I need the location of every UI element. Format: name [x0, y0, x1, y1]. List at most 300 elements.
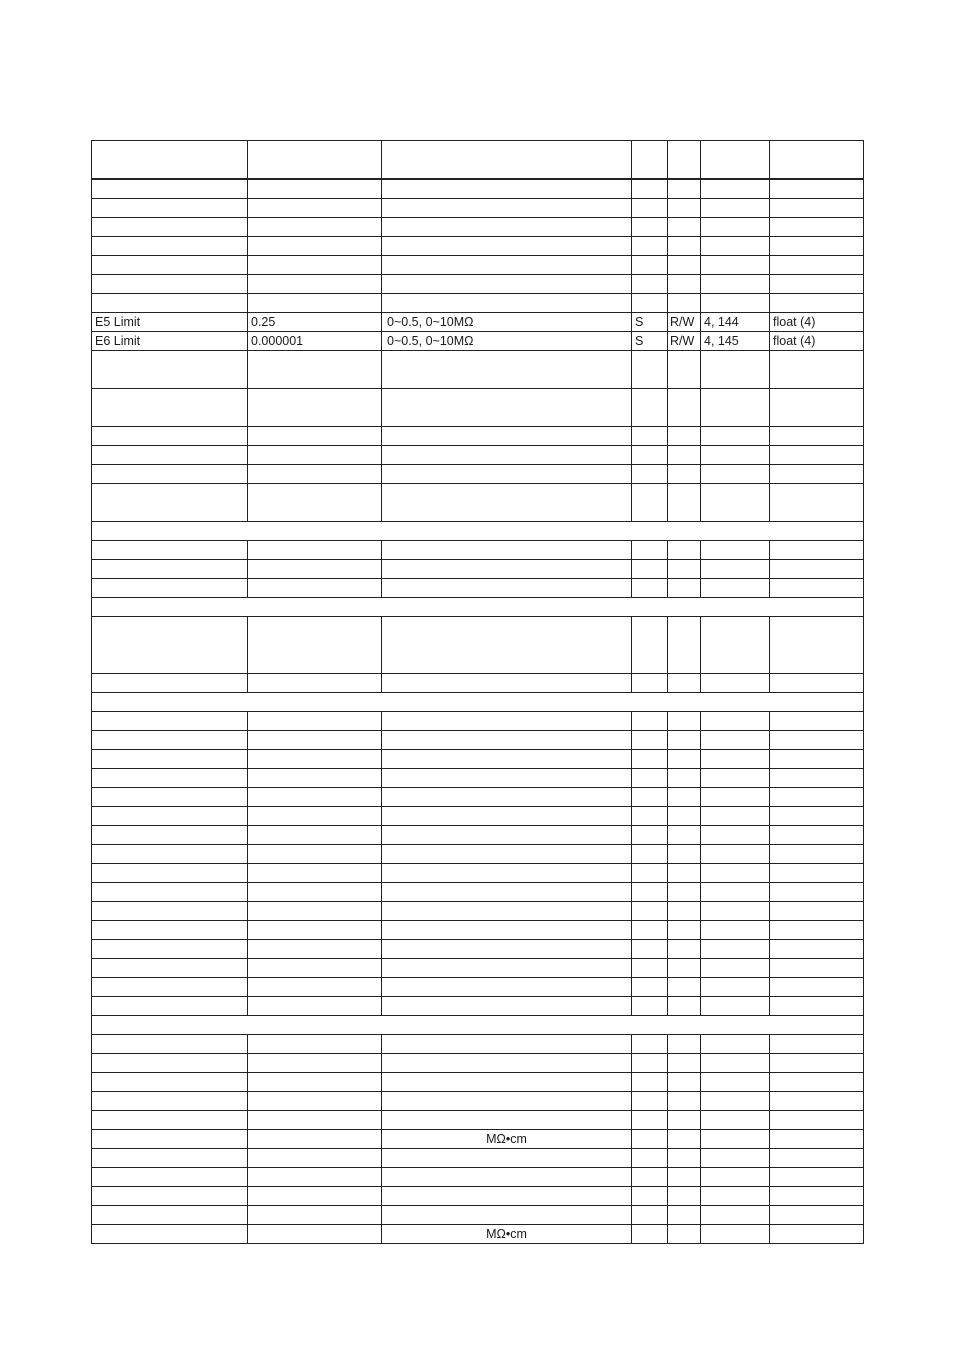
- table-cell: [632, 883, 668, 902]
- table-cell: [701, 294, 770, 313]
- table-cell: [632, 541, 668, 560]
- table-cell: [248, 997, 382, 1016]
- param-access: R/W: [668, 332, 701, 351]
- table-cell: [92, 465, 248, 484]
- table-cell: [92, 1130, 248, 1149]
- table-cell: [770, 484, 864, 522]
- table-cell: [770, 1092, 864, 1111]
- table-cell: [668, 1035, 701, 1054]
- table-cell: [632, 446, 668, 465]
- table-cell: [668, 864, 701, 883]
- table-cell: [92, 199, 248, 218]
- table-cell: [701, 1054, 770, 1073]
- table-row: [92, 351, 864, 389]
- header-cell: [382, 141, 632, 180]
- header-cell: [770, 141, 864, 180]
- table-cell: [770, 959, 864, 978]
- table-cell: [92, 1035, 248, 1054]
- table-cell: [248, 427, 382, 446]
- table-cell: [701, 199, 770, 218]
- table-cell: [668, 1168, 701, 1187]
- table-cell: [92, 1054, 248, 1073]
- table-cell: [632, 275, 668, 294]
- table-row: [92, 541, 864, 560]
- table-cell: [701, 1206, 770, 1225]
- table-cell: [668, 199, 701, 218]
- table-cell: [701, 1073, 770, 1092]
- table-cell: [92, 826, 248, 845]
- table-cell: [632, 826, 668, 845]
- table-cell: [701, 674, 770, 693]
- table-cell: [770, 864, 864, 883]
- table-cell: [632, 199, 668, 218]
- table-cell: [701, 1149, 770, 1168]
- table-cell: [632, 179, 668, 199]
- table-cell: [248, 256, 382, 275]
- table-cell: [382, 769, 632, 788]
- table-cell: [632, 427, 668, 446]
- table-cell: [92, 389, 248, 427]
- table-cell: [248, 864, 382, 883]
- table-cell: [701, 788, 770, 807]
- table-cell: [632, 1054, 668, 1073]
- table-cell: [668, 978, 701, 997]
- table-cell: [632, 750, 668, 769]
- table-cell: [92, 864, 248, 883]
- table-cell: [632, 1187, 668, 1206]
- table-cell: [701, 997, 770, 1016]
- table-cell: [382, 959, 632, 978]
- table-row: [92, 1168, 864, 1187]
- table-cell: [382, 1168, 632, 1187]
- table-cell: [668, 294, 701, 313]
- table-cell: [632, 1149, 668, 1168]
- table-cell: [92, 179, 248, 199]
- section-row: [92, 598, 864, 617]
- table-cell: [701, 1092, 770, 1111]
- table-cell: [382, 788, 632, 807]
- table-cell: [770, 1130, 864, 1149]
- table-cell: [701, 864, 770, 883]
- table-cell: [92, 693, 864, 712]
- table-cell: [668, 446, 701, 465]
- table-row: [92, 579, 864, 598]
- table-cell: [668, 712, 701, 731]
- table-cell: [382, 1073, 632, 1092]
- table-cell: [770, 978, 864, 997]
- table-cell: [668, 256, 701, 275]
- table-cell: [701, 1130, 770, 1149]
- table-cell: [632, 1111, 668, 1130]
- table-cell: [382, 256, 632, 275]
- table-cell: [668, 351, 701, 389]
- table-cell: [701, 712, 770, 731]
- table-cell: [632, 237, 668, 256]
- table-cell: [92, 351, 248, 389]
- table-cell: [248, 275, 382, 294]
- table-cell: [668, 560, 701, 579]
- table-cell: [92, 978, 248, 997]
- section-row: [92, 1016, 864, 1035]
- header-cell: [92, 141, 248, 180]
- table-cell: [770, 1035, 864, 1054]
- table-cell: [701, 1111, 770, 1130]
- table-cell: [770, 902, 864, 921]
- table-cell: [248, 560, 382, 579]
- table-cell: [248, 351, 382, 389]
- table-cell: [92, 788, 248, 807]
- table-cell: [668, 617, 701, 674]
- table-header-row: [92, 141, 864, 180]
- table-cell: [382, 484, 632, 522]
- unit-label: MΩ•cm: [382, 1130, 632, 1149]
- table-cell: [92, 427, 248, 446]
- table-row: [92, 1130, 864, 1149]
- table-cell: [701, 218, 770, 237]
- table-cell: [92, 1206, 248, 1225]
- table-cell: [701, 275, 770, 294]
- table-cell: [701, 1187, 770, 1206]
- table-cell: [382, 275, 632, 294]
- table-cell: [92, 237, 248, 256]
- table-cell: [770, 389, 864, 427]
- param-format: float (4): [770, 332, 864, 351]
- table-row: [92, 199, 864, 218]
- table-cell: [382, 351, 632, 389]
- table-cell: [701, 731, 770, 750]
- table-cell: [770, 256, 864, 275]
- table-cell: [92, 921, 248, 940]
- table-cell: [770, 769, 864, 788]
- table-cell: [632, 674, 668, 693]
- table-cell: [770, 674, 864, 693]
- table-cell: [770, 1111, 864, 1130]
- table-cell: [92, 560, 248, 579]
- table-cell: [248, 826, 382, 845]
- table-cell: [668, 902, 701, 921]
- section-row: [92, 693, 864, 712]
- table-cell: [668, 826, 701, 845]
- table-cell: [632, 731, 668, 750]
- table-cell: [632, 218, 668, 237]
- table-cell: [248, 1130, 382, 1149]
- table-cell: [248, 940, 382, 959]
- table-cell: [92, 750, 248, 769]
- header-cell: [668, 141, 701, 180]
- table-cell: [92, 959, 248, 978]
- table-cell: [92, 807, 248, 826]
- table-cell: [701, 389, 770, 427]
- table-cell: [770, 788, 864, 807]
- table-row: [92, 617, 864, 674]
- table-cell: [382, 1206, 632, 1225]
- table-cell: [632, 351, 668, 389]
- table-cell: [92, 522, 864, 541]
- table-cell: [382, 427, 632, 446]
- table-cell: [668, 237, 701, 256]
- table-cell: [701, 750, 770, 769]
- table-cell: [248, 1035, 382, 1054]
- table-cell: [382, 807, 632, 826]
- table-cell: [668, 959, 701, 978]
- table-cell: [770, 446, 864, 465]
- table-row: [92, 674, 864, 693]
- table-cell: [92, 1111, 248, 1130]
- table-row: [92, 484, 864, 522]
- table-cell: [248, 1092, 382, 1111]
- table-cell: [770, 199, 864, 218]
- table-cell: [382, 978, 632, 997]
- table-cell: [668, 465, 701, 484]
- table-row: [92, 826, 864, 845]
- table-cell: [632, 1130, 668, 1149]
- table-cell: [668, 389, 701, 427]
- table-cell: [701, 617, 770, 674]
- table-cell: [92, 1225, 248, 1244]
- table-cell: [248, 179, 382, 199]
- table-cell: [92, 484, 248, 522]
- register-table: [91, 140, 864, 1244]
- table-row: [92, 1092, 864, 1111]
- table-cell: [248, 750, 382, 769]
- table-cell: [701, 1168, 770, 1187]
- param-range: 0~0.5, 0~10MΩ: [382, 313, 632, 332]
- table-cell: [668, 1073, 701, 1092]
- table-cell: [632, 1035, 668, 1054]
- table-row: [92, 237, 864, 256]
- table-cell: [770, 997, 864, 1016]
- table-cell: [668, 427, 701, 446]
- table-row: [92, 179, 864, 199]
- table-cell: [668, 1092, 701, 1111]
- table-cell: [770, 807, 864, 826]
- table-cell: [248, 1225, 382, 1244]
- table-cell: [92, 845, 248, 864]
- table-cell: [668, 1206, 701, 1225]
- param-address: 4, 145: [701, 332, 770, 351]
- table-cell: [701, 484, 770, 522]
- table-cell: [668, 484, 701, 522]
- table-cell: [382, 1054, 632, 1073]
- table-cell: [701, 237, 770, 256]
- table-cell: [382, 712, 632, 731]
- table-cell: [632, 902, 668, 921]
- table-row: [92, 294, 864, 313]
- table-cell: [668, 275, 701, 294]
- table-cell: [92, 1016, 864, 1035]
- table-cell: [382, 845, 632, 864]
- table-row: [92, 997, 864, 1016]
- table-cell: [770, 883, 864, 902]
- table-cell: [632, 560, 668, 579]
- table-cell: [92, 712, 248, 731]
- table-cell: [382, 750, 632, 769]
- table-row: [92, 1111, 864, 1130]
- table-cell: [382, 199, 632, 218]
- row-e5-limit: [92, 313, 864, 332]
- table-cell: [248, 883, 382, 902]
- table-cell: [770, 1054, 864, 1073]
- table-cell: [632, 1225, 668, 1244]
- param-default: 0.25: [248, 313, 382, 332]
- param-default: 0.000001: [248, 332, 382, 351]
- table-cell: [248, 731, 382, 750]
- table-cell: [632, 256, 668, 275]
- table-cell: [92, 940, 248, 959]
- table-cell: [668, 541, 701, 560]
- table-cell: [701, 807, 770, 826]
- table-row: [92, 275, 864, 294]
- table-cell: [248, 389, 382, 427]
- table-cell: [632, 807, 668, 826]
- table-cell: [632, 959, 668, 978]
- table-cell: [92, 256, 248, 275]
- table-cell: [770, 826, 864, 845]
- param-name: E5 Limit: [92, 313, 248, 332]
- table-cell: [668, 1149, 701, 1168]
- table-cell: [248, 902, 382, 921]
- table-cell: [701, 921, 770, 940]
- table-row: [92, 427, 864, 446]
- table-cell: [92, 446, 248, 465]
- table-cell: [248, 294, 382, 313]
- table-cell: [701, 427, 770, 446]
- header-cell: [701, 141, 770, 180]
- table-cell: [382, 864, 632, 883]
- table-cell: [382, 1187, 632, 1206]
- param-type: S: [632, 313, 668, 332]
- table-row: [92, 769, 864, 788]
- table-cell: [632, 978, 668, 997]
- section-row: [92, 522, 864, 541]
- table-cell: [382, 446, 632, 465]
- table-cell: [701, 179, 770, 199]
- table-cell: [770, 560, 864, 579]
- table-row: [92, 1187, 864, 1206]
- table-cell: [92, 1073, 248, 1092]
- table-cell: [770, 427, 864, 446]
- table-cell: [770, 179, 864, 199]
- table-cell: [668, 940, 701, 959]
- table-row: [92, 959, 864, 978]
- table-cell: [668, 674, 701, 693]
- table-row: [92, 731, 864, 750]
- table-cell: [770, 617, 864, 674]
- table-cell: [248, 617, 382, 674]
- table-cell: [770, 351, 864, 389]
- table-cell: [632, 1092, 668, 1111]
- table-cell: [770, 1073, 864, 1092]
- table-cell: [92, 218, 248, 237]
- table-cell: [248, 541, 382, 560]
- table-row: [92, 921, 864, 940]
- param-type: S: [632, 332, 668, 351]
- table-cell: [382, 1035, 632, 1054]
- table-cell: [632, 1073, 668, 1092]
- table-cell: [92, 1187, 248, 1206]
- table-cell: [668, 1130, 701, 1149]
- table-cell: [92, 294, 248, 313]
- table-cell: [701, 769, 770, 788]
- table-cell: [248, 978, 382, 997]
- table-cell: [92, 598, 864, 617]
- table-cell: [770, 1187, 864, 1206]
- table-cell: [248, 218, 382, 237]
- table-cell: [632, 579, 668, 598]
- table-cell: [701, 579, 770, 598]
- table-cell: [382, 389, 632, 427]
- table-cell: [248, 1054, 382, 1073]
- table-cell: [668, 750, 701, 769]
- table-row: [92, 560, 864, 579]
- table-row: [92, 1149, 864, 1168]
- table-cell: [382, 218, 632, 237]
- table-row: [92, 978, 864, 997]
- table-cell: [770, 712, 864, 731]
- table-row: [92, 256, 864, 275]
- table-cell: [632, 1168, 668, 1187]
- table-cell: [382, 731, 632, 750]
- table-row: [92, 465, 864, 484]
- table-cell: [248, 1168, 382, 1187]
- table-row: [92, 864, 864, 883]
- table-cell: [770, 921, 864, 940]
- table-cell: [382, 921, 632, 940]
- table-cell: [770, 294, 864, 313]
- table-cell: [92, 997, 248, 1016]
- header-cell: [632, 141, 668, 180]
- table-cell: [248, 959, 382, 978]
- table-cell: [632, 465, 668, 484]
- table-cell: [632, 940, 668, 959]
- table-cell: [770, 465, 864, 484]
- table-cell: [632, 845, 668, 864]
- table-cell: [248, 1111, 382, 1130]
- table-cell: [382, 237, 632, 256]
- table-cell: [632, 788, 668, 807]
- table-cell: [668, 731, 701, 750]
- table-cell: [382, 541, 632, 560]
- table-cell: [770, 1206, 864, 1225]
- table-cell: [701, 446, 770, 465]
- table-cell: [248, 921, 382, 940]
- table-row: [92, 218, 864, 237]
- table-cell: [701, 351, 770, 389]
- table-row: [92, 845, 864, 864]
- table-cell: [668, 921, 701, 940]
- table-row: [92, 1206, 864, 1225]
- table-cell: [668, 807, 701, 826]
- table-cell: [668, 769, 701, 788]
- table-cell: [248, 484, 382, 522]
- table-cell: [632, 294, 668, 313]
- table-cell: [632, 712, 668, 731]
- table-cell: [248, 465, 382, 484]
- table-cell: [701, 1035, 770, 1054]
- table-cell: [668, 845, 701, 864]
- table-cell: [382, 902, 632, 921]
- table-cell: [770, 1225, 864, 1244]
- table-row: [92, 1035, 864, 1054]
- table-cell: [382, 294, 632, 313]
- param-access: R/W: [668, 313, 701, 332]
- table-cell: [248, 712, 382, 731]
- table-row: [92, 712, 864, 731]
- table-cell: [92, 902, 248, 921]
- table-row: [92, 446, 864, 465]
- param-format: float (4): [770, 313, 864, 332]
- table-row: [92, 940, 864, 959]
